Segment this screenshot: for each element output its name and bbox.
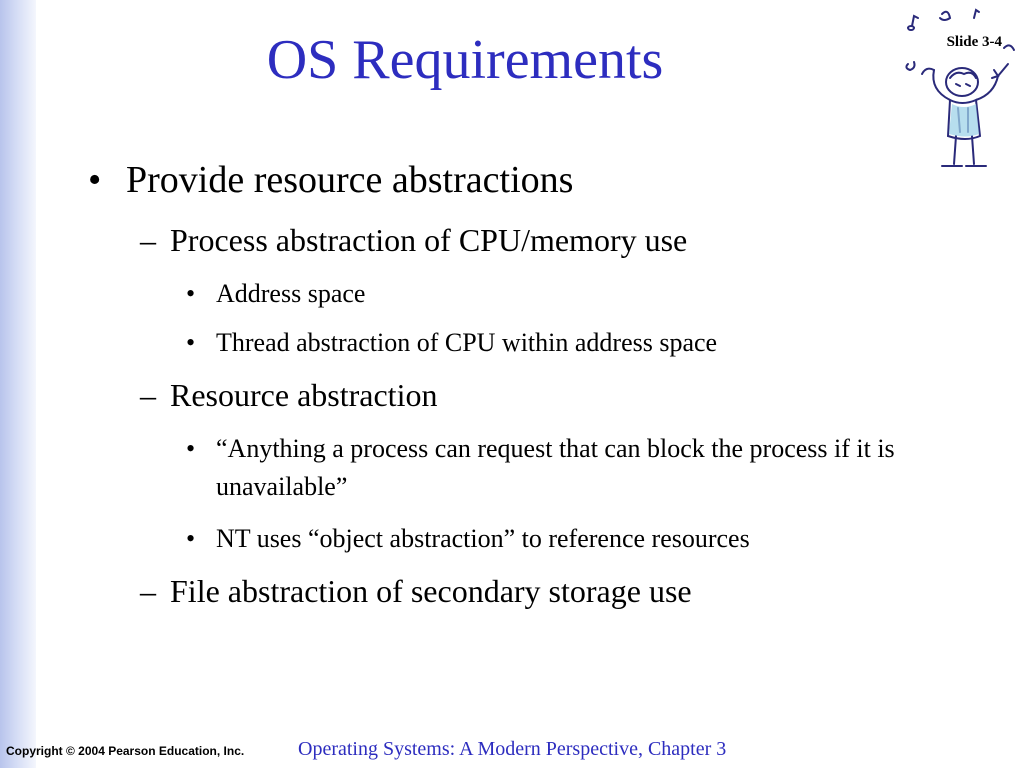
bullet-text: Resource abstraction <box>170 377 438 413</box>
bullet-text: Provide resource abstractions <box>126 159 574 201</box>
bullet-text: Address space <box>216 279 366 308</box>
bullet-marker: • <box>186 524 196 553</box>
footer-book-title: Operating Systems: A Modern Perspective, Chapter 3 <box>298 738 727 760</box>
bullet-text: Process abstraction of CPU/memory use <box>170 222 688 258</box>
copyright-notice: Copyright © 2004 Pearson Education, Inc. <box>6 744 245 758</box>
dash-marker: – <box>140 222 156 258</box>
bullet-text: NT uses “object abstraction” to reference resources <box>216 524 750 553</box>
bullet-marker: • <box>186 279 196 308</box>
bullet-marker: • <box>88 159 102 201</box>
slide-number: Slide 3-4 <box>946 34 1002 50</box>
dash-marker: – <box>140 573 156 609</box>
bullet-marker: • <box>186 434 196 463</box>
dash-marker: – <box>140 377 156 413</box>
slide-title: OS Requirements <box>266 29 664 91</box>
bullet-text: “Anything a process can request that can block the process if it is unavailable” <box>216 434 895 501</box>
bullet-marker: • <box>186 328 196 357</box>
bullet-text: Thread abstraction of CPU within address space <box>216 328 718 357</box>
bullet-text: File abstraction of secondary storage use <box>170 573 692 609</box>
